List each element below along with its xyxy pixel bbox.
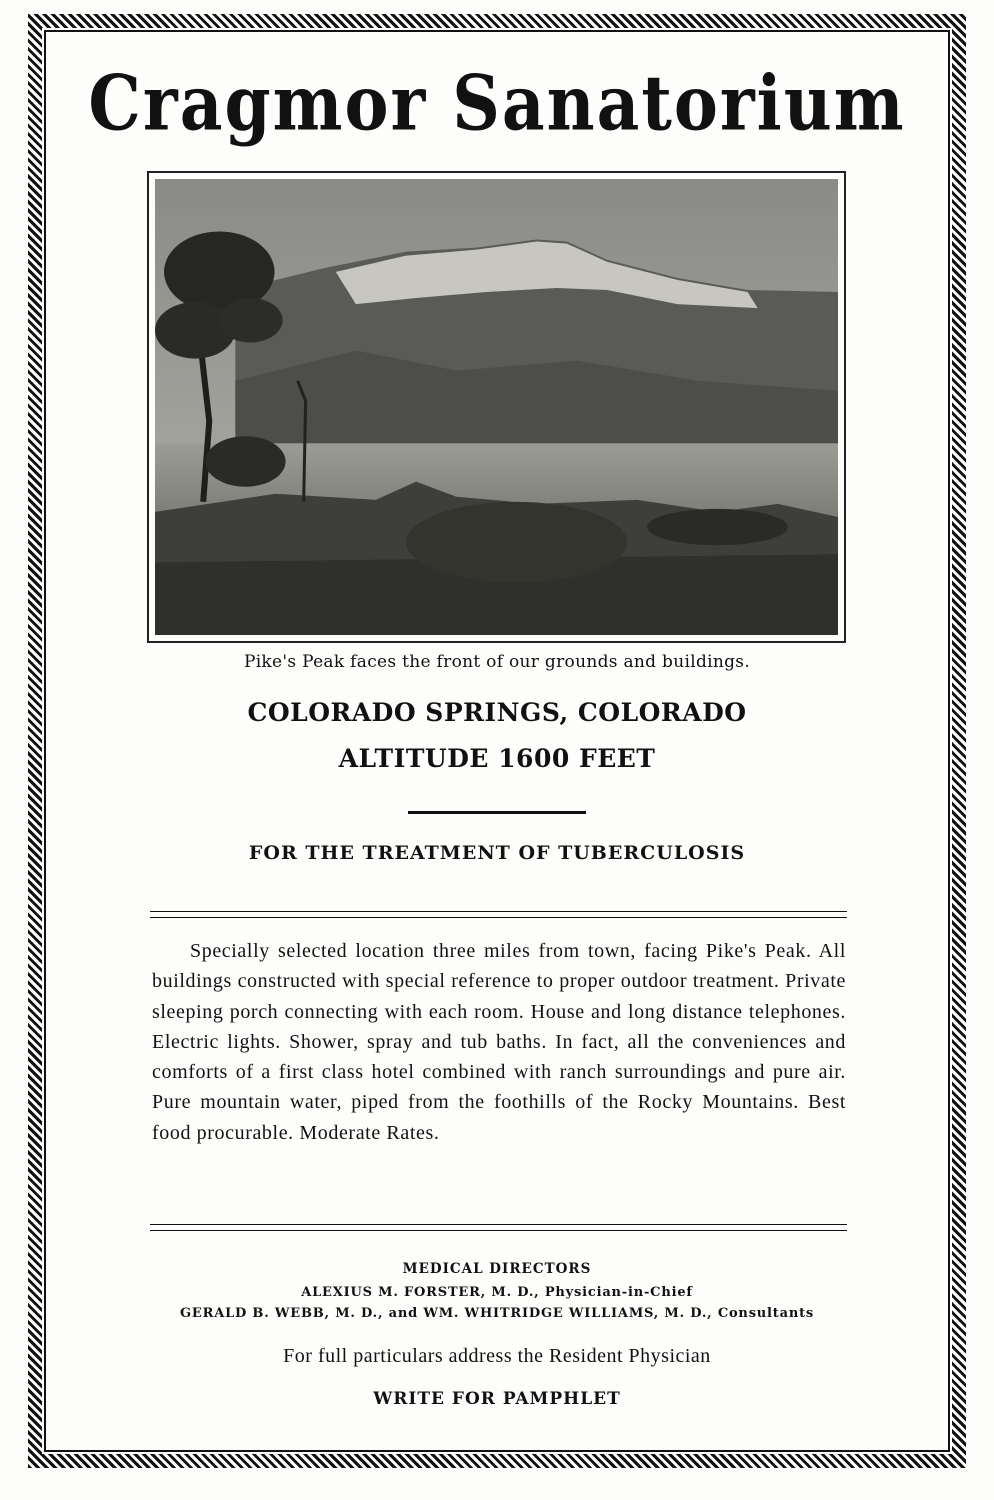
physician-in-chief: ALEXIUS M. FORSTER, M. D., Physician-in-Chief — [301, 1285, 693, 1300]
location-heading: COLORADO SPRINGS, COLORADO — [247, 698, 747, 727]
mountain-landscape-image — [155, 179, 838, 635]
double-rule-top — [150, 911, 847, 918]
double-rule-bottom — [150, 1224, 847, 1231]
contact-particulars: For full particulars address the Resident Physician — [283, 1345, 711, 1367]
page-title: Cragmor Sanatorium — [88, 58, 906, 148]
treatment-heading: FOR THE TREATMENT OF TUBERCULOSIS — [248, 842, 746, 864]
description-paragraph: Specially selected location three miles from town, facing Pike's Peak. All buildings constructed with special reference to proper outdoor treatment. Private sleeping porch connecting with each room. House and long distance telephones. Electric lights. Shower, spray and tub baths. In fact, all the conveniences and comforts of a first class hotel combined with ranch surroundings and pure air. Pure mountain water, piped from the foothills of the Rocky Mountains. Best food procurable. Moderate Rates. — [152, 940, 846, 1144]
medical-directors-heading: MEDICAL DIRECTORS — [402, 1261, 592, 1277]
photo-caption: Pike's Peak faces the front of our grounds and buildings. — [243, 652, 751, 672]
pikes-peak-photo — [147, 171, 846, 643]
consultants: GERALD B. WEBB, M. D., and WM. WHITRIDGE WILLIAMS, M. D., Consultants — [179, 1306, 815, 1321]
altitude-heading: ALTITUDE 1600 FEET — [338, 744, 656, 773]
divider-rule — [408, 811, 586, 814]
write-for-pamphlet: WRITE FOR PAMPHLET — [373, 1389, 621, 1409]
